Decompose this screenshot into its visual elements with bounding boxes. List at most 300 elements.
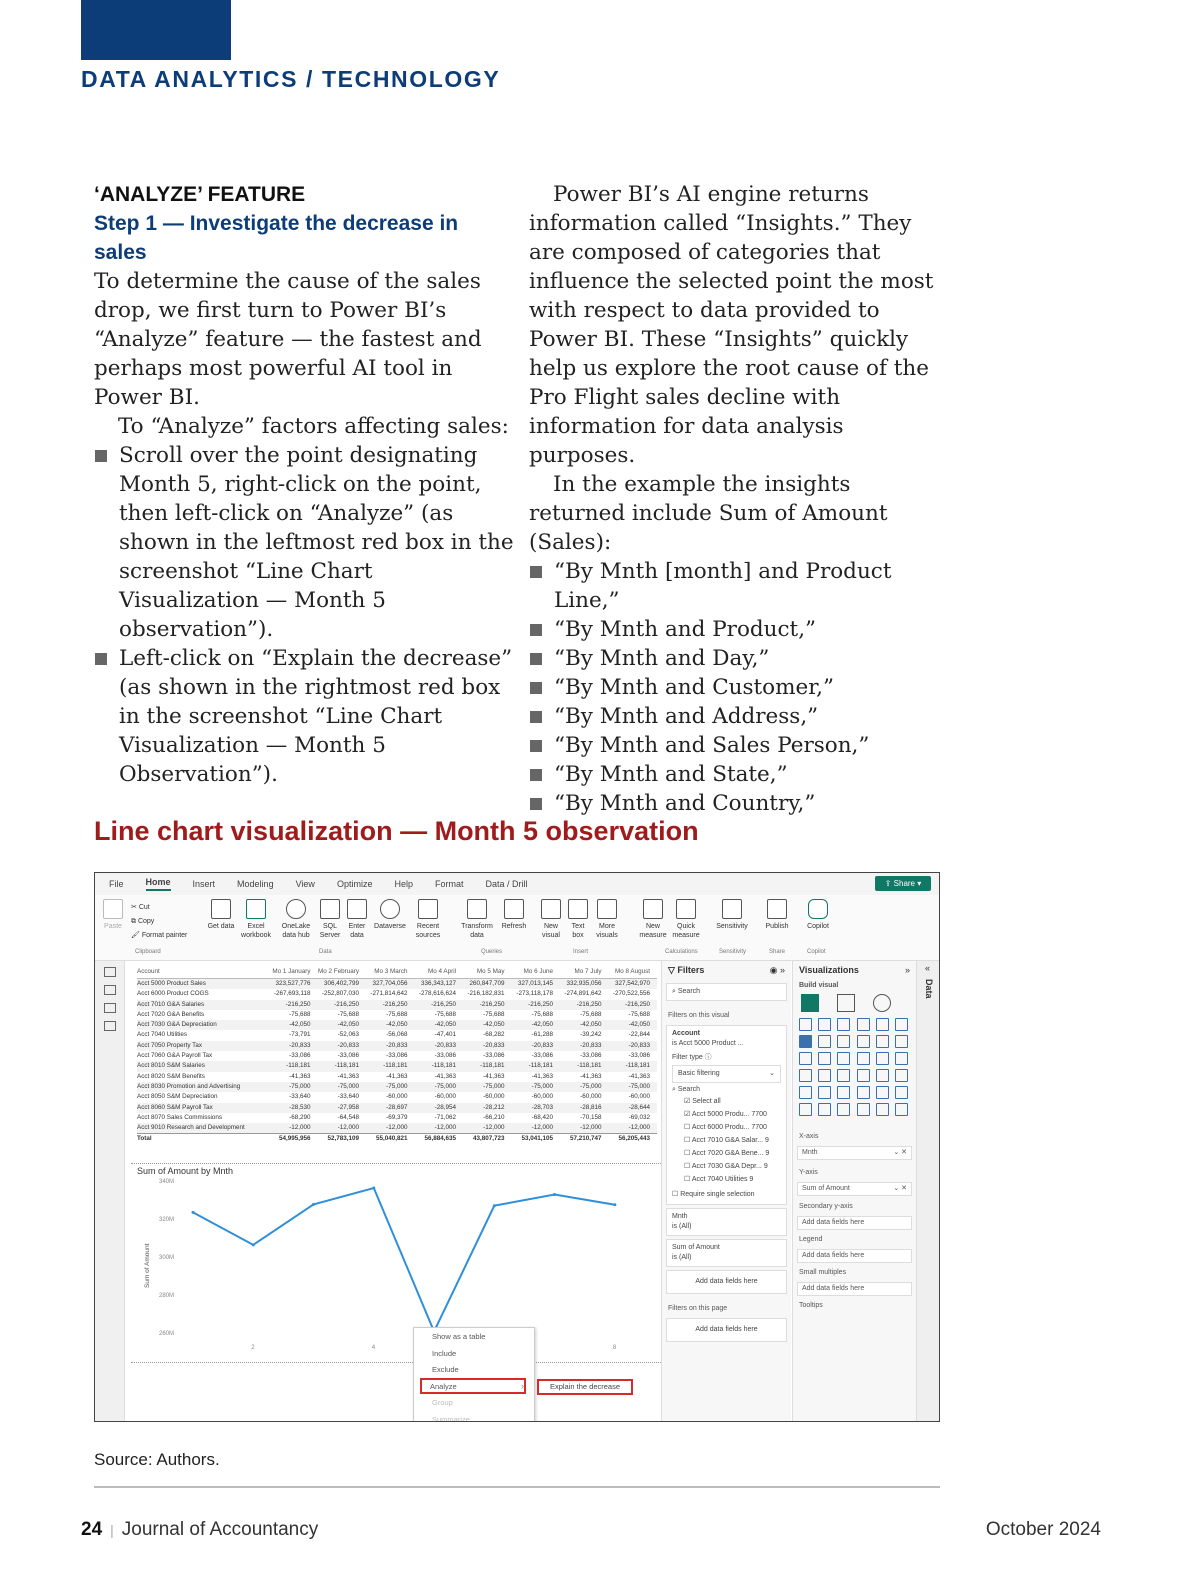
visual-type-icon[interactable] xyxy=(857,1086,870,1099)
table-cell: -75,688 xyxy=(483,1010,505,1018)
menu-data-drill[interactable]: Data / Drill xyxy=(485,879,528,889)
table-cell: Acct 8030 Promotion and Advertising xyxy=(137,1082,241,1090)
table-cell: -69,379 xyxy=(386,1113,408,1121)
table-row xyxy=(137,979,657,989)
table-cell: -12,000 xyxy=(483,1124,505,1132)
table-cell: -75,688 xyxy=(434,1010,456,1018)
visual-type-icon[interactable] xyxy=(837,1052,850,1065)
column-header[interactable]: Mo 5 May xyxy=(476,968,505,975)
cell: 56,884,635 xyxy=(424,1135,456,1143)
table-cell: -118,181 xyxy=(334,1062,359,1070)
table-cell: -20,833 xyxy=(386,1041,408,1049)
remove-icon[interactable]: ⌄ ✕ xyxy=(893,1185,907,1192)
filter-field: Sum of Amount xyxy=(672,1244,720,1251)
visual-type-icon[interactable] xyxy=(837,1103,850,1116)
table-cell: -12,000 xyxy=(386,1124,408,1132)
list-item: “By Mnth and Customer,” xyxy=(529,673,949,702)
table-cell: -66,210 xyxy=(483,1113,505,1121)
table-cell: -75,688 xyxy=(386,1010,408,1018)
list-item: “By Mnth and Country,” xyxy=(529,789,949,818)
table-cell: -75,000 xyxy=(434,1082,456,1090)
collapse-icon[interactable]: » xyxy=(904,965,910,975)
label: New measure xyxy=(639,923,667,939)
build-visual-label: Build visual xyxy=(799,982,839,989)
table-cell: -69,032 xyxy=(628,1113,650,1121)
enter-data-button[interactable] xyxy=(344,899,370,940)
left-column xyxy=(94,180,514,789)
cell: 57,210,747 xyxy=(569,1135,602,1143)
chevron-down-icon: ⌄ xyxy=(769,1070,775,1077)
table-cell: -216,250 xyxy=(479,1000,505,1008)
label: Enter data xyxy=(348,923,366,939)
yaxis-well[interactable] xyxy=(797,1182,912,1196)
table-cell: Acct 8070 Sales Commissions xyxy=(137,1113,223,1121)
column-header[interactable]: Mo 6 June xyxy=(523,968,553,975)
group-label: Copilot xyxy=(807,949,826,955)
table-row xyxy=(137,1092,657,1102)
chart-title: Sum of Amount by Mnth xyxy=(137,1166,234,1176)
visual-type-icon[interactable] xyxy=(876,1018,889,1031)
label: Refresh xyxy=(501,923,527,930)
visual-type-icon[interactable] xyxy=(857,1069,870,1082)
list-item: “By Mnth and Product,” xyxy=(529,615,949,644)
visual-type-icon[interactable] xyxy=(876,1103,889,1116)
visual-type-icon[interactable] xyxy=(818,1103,831,1116)
paragraph: In the example the insights returned include Sum of Amount (Sales): xyxy=(529,472,888,555)
checkbox-item[interactable]: ☐ Acct 6000 Produ... 7700 xyxy=(672,1121,781,1134)
y-axis-label: Sum of Amount xyxy=(144,1243,151,1288)
table-cell: -12,000 xyxy=(434,1124,456,1132)
table-cell: -41,363 xyxy=(628,1072,650,1080)
excel-workbook-button[interactable] xyxy=(238,899,274,940)
collapse-icon[interactable]: ◉ » xyxy=(769,965,785,975)
table-cell: -41,363 xyxy=(531,1072,553,1080)
yaxis-field: Sum of Amount xyxy=(802,1185,850,1192)
table-cell: 323,527,776 xyxy=(275,980,311,987)
table-row xyxy=(137,989,657,999)
table-cell: 327,704,056 xyxy=(372,980,408,987)
table-cell: -60,000 xyxy=(386,1093,408,1101)
table-cell: -28,212 xyxy=(483,1103,505,1111)
visualizations-title xyxy=(793,961,916,979)
matrix-body xyxy=(137,979,657,1133)
table-cell: -41,363 xyxy=(434,1072,456,1080)
view-switcher xyxy=(95,961,125,1422)
menu-item-analyze[interactable]: Analyze xyxy=(420,1378,526,1395)
table-cell: Acct 5000 Product Sales xyxy=(137,980,206,987)
table-cell: -68,282 xyxy=(483,1031,505,1039)
text-box-button[interactable] xyxy=(567,899,589,940)
model-view-icon[interactable] xyxy=(104,1003,116,1013)
table-cell: -118,181 xyxy=(480,1062,505,1070)
new-visual-button[interactable] xyxy=(539,899,563,940)
publish-button[interactable] xyxy=(763,899,791,931)
visual-type-icon[interactable] xyxy=(837,1069,850,1082)
menu-format[interactable]: Format xyxy=(434,879,464,889)
visual-type-icon[interactable] xyxy=(799,1086,812,1099)
filter-type-value: Basic filtering xyxy=(678,1070,720,1077)
y-tick-label: 300M xyxy=(159,1255,175,1261)
table-cell: -75,000 xyxy=(386,1082,408,1090)
table-cell: -270,522,556 xyxy=(612,990,650,998)
quick-measure-icon xyxy=(676,899,696,919)
menu-item-include[interactable]: Include xyxy=(432,1348,457,1358)
filter-field: Account xyxy=(672,1030,700,1037)
cell: 56,205,443 xyxy=(618,1135,650,1143)
table-cell: -33,086 xyxy=(337,1052,359,1060)
y-tick-label: 280M xyxy=(159,1293,175,1299)
column-header[interactable]: Account xyxy=(137,968,160,975)
table-cell: -75,688 xyxy=(628,1010,650,1018)
remove-icon[interactable]: ⌄ ✕ xyxy=(893,1149,907,1156)
table-cell: -12,000 xyxy=(628,1124,650,1132)
label: Excel workbook xyxy=(241,923,271,939)
dataverse-button[interactable] xyxy=(373,899,407,931)
more-visuals-icon xyxy=(597,899,617,919)
table-cell: -42,050 xyxy=(580,1021,602,1029)
new-measure-button[interactable] xyxy=(639,899,667,940)
table-view-icon[interactable] xyxy=(104,985,116,995)
table-cell: -278,616,624 xyxy=(418,990,456,998)
quick-measure-button[interactable] xyxy=(671,899,701,940)
format-painter-button[interactable] xyxy=(131,929,187,943)
visual-type-icon[interactable] xyxy=(818,1086,831,1099)
group-label: Calculations xyxy=(665,949,698,955)
table-cell: -75,000 xyxy=(289,1082,311,1090)
table-cell: -70,158 xyxy=(580,1113,602,1121)
add-fields-page[interactable]: Add data fields here xyxy=(666,1318,787,1342)
table-cell: -28,697 xyxy=(386,1103,408,1111)
checkbox-item[interactable]: ☐ Acct 7020 G&A Bene... 9 xyxy=(672,1147,781,1160)
visual-type-icon[interactable] xyxy=(876,1052,889,1065)
recent-sources-button[interactable] xyxy=(411,899,445,940)
copilot-icon xyxy=(808,899,828,919)
group-label: Sensitivity xyxy=(719,949,747,955)
menu-item-exclude[interactable]: Exclude xyxy=(432,1365,459,1374)
column-header[interactable]: Mo 3 March xyxy=(374,968,408,975)
table-cell: -41,363 xyxy=(386,1072,408,1080)
menu-modeling[interactable]: Modeling xyxy=(237,879,274,889)
group-label: Data xyxy=(319,949,332,955)
column-header[interactable]: Mo 1 January xyxy=(272,968,311,975)
table-row xyxy=(137,1103,657,1113)
visual-type-icon[interactable] xyxy=(876,1086,889,1099)
visual-type-icon[interactable] xyxy=(837,1086,850,1099)
table-cell: -12,000 xyxy=(580,1124,602,1132)
table-cell: -33,086 xyxy=(483,1052,505,1060)
amount-filter-card[interactable] xyxy=(666,1239,787,1267)
context-menu xyxy=(413,1327,535,1422)
expand-icon[interactable]: « xyxy=(925,963,931,973)
table-cell: -118,181 xyxy=(528,1062,553,1070)
x-tick-label: 2 xyxy=(251,1345,255,1351)
table-cell: -33,086 xyxy=(434,1052,456,1060)
list-item: “By Mnth and State,” xyxy=(529,760,949,789)
refresh-icon xyxy=(504,899,524,919)
table-cell: -42,050 xyxy=(289,1021,311,1029)
visual-type-icon[interactable] xyxy=(837,1018,850,1031)
checkbox-select-all[interactable]: ☑ Select all xyxy=(672,1095,781,1108)
sql-icon xyxy=(320,899,340,919)
format-visual-icon[interactable] xyxy=(837,994,855,1012)
report-view-icon[interactable] xyxy=(104,967,116,977)
copy-button[interactable] xyxy=(131,915,187,929)
menu-optimize[interactable]: Optimize xyxy=(336,879,373,889)
excel-icon xyxy=(246,899,266,919)
checkbox-item[interactable]: ☐ Acct 7040 Utilities 9 xyxy=(672,1173,781,1186)
scissors-icon: ✂ xyxy=(131,904,139,911)
data-pane-tab[interactable] xyxy=(916,961,940,1422)
visual-type-icon[interactable] xyxy=(818,1069,831,1082)
visual-type-icon[interactable] xyxy=(799,1018,812,1031)
tooltips-label: Tooltips xyxy=(799,1302,823,1309)
menu-item-show-table[interactable]: Show as a table xyxy=(432,1332,486,1341)
table-cell: -33,640 xyxy=(337,1093,359,1101)
analytics-icon[interactable] xyxy=(873,994,891,1012)
visual-type-icon[interactable] xyxy=(799,1069,812,1082)
sensitivity-button[interactable] xyxy=(713,899,751,931)
table-cell: Acct 7020 G&A Benefits xyxy=(137,1010,205,1018)
sensitivity-icon xyxy=(722,899,742,919)
visual-type-icon[interactable] xyxy=(895,1052,908,1065)
table-cell: -41,363 xyxy=(337,1072,359,1080)
filter-type-text: Filter type xyxy=(672,1054,703,1061)
visualizations-title-text: Visualizations xyxy=(799,965,859,975)
table-cell: -75,688 xyxy=(580,1010,602,1018)
table-row xyxy=(137,1010,657,1020)
dataverse-icon xyxy=(380,899,400,919)
database-icon xyxy=(211,899,231,919)
table-cell: -60,000 xyxy=(580,1093,602,1101)
table-cell: -75,688 xyxy=(289,1010,311,1018)
share-button[interactable]: ⇪ Share ▾ xyxy=(875,876,931,891)
visual-type-icon[interactable] xyxy=(895,1069,908,1082)
issue-date: October 2024 xyxy=(985,1519,1101,1540)
copy-icon: ⧉ xyxy=(131,918,138,925)
column-header[interactable]: Mo 8 August xyxy=(614,968,650,975)
cell: 43,807,723 xyxy=(472,1135,505,1143)
cut-button[interactable] xyxy=(131,901,187,915)
table-cell: -47,401 xyxy=(434,1031,456,1039)
divider: | xyxy=(110,1522,114,1538)
matrix-header xyxy=(137,967,657,979)
secondary-axis-well[interactable]: Add data fields here xyxy=(797,1216,912,1230)
table-cell: -42,050 xyxy=(531,1021,553,1029)
table-cell: -42,050 xyxy=(483,1021,505,1029)
table-cell: Acct 7060 G&A Payroll Tax xyxy=(137,1052,213,1060)
menu-view[interactable]: View xyxy=(295,879,315,889)
filters-title-text: Filters xyxy=(677,965,705,975)
table-cell: -60,000 xyxy=(434,1093,456,1101)
table-cell: -33,086 xyxy=(580,1052,602,1060)
table-row xyxy=(137,1082,657,1092)
table-row xyxy=(137,1041,657,1051)
filter-type-label xyxy=(672,1053,781,1063)
table-cell: 327,542,970 xyxy=(614,980,650,987)
checkbox-item[interactable]: ☑ Acct 5000 Produ... 7700 xyxy=(672,1108,781,1121)
table-cell: -42,050 xyxy=(386,1021,408,1029)
small-multiples-well[interactable]: Add data fields here xyxy=(797,1282,912,1296)
xaxis-well[interactable] xyxy=(797,1146,912,1160)
cut-label: Cut xyxy=(138,904,150,911)
data-point xyxy=(312,1203,315,1206)
visual-type-icon[interactable] xyxy=(895,1086,908,1099)
table-cell: -216,250 xyxy=(625,1000,650,1008)
onelake-button[interactable] xyxy=(277,899,315,940)
footer-left xyxy=(81,1519,318,1541)
figure-source: Source: Authors. xyxy=(94,1450,220,1469)
table-cell: Acct 7030 G&A Depreciation xyxy=(137,1021,217,1029)
visual-type-icon[interactable] xyxy=(818,1052,831,1065)
paragraph: To determine the cause of the sales drop, we first turn to Power BI’s “Analyze” feature — the fastest and perhaps most powerful AI tool in Power BI. xyxy=(94,269,482,410)
table-cell: -216,250 xyxy=(431,1000,456,1008)
table-cell: -75,000 xyxy=(337,1082,359,1090)
checkbox-item[interactable]: ☐ Acct 7010 G&A Salar... 9 xyxy=(672,1134,781,1147)
table-cell: -56,068 xyxy=(386,1031,408,1039)
table-cell: -75,000 xyxy=(628,1082,650,1090)
sql-server-button[interactable] xyxy=(319,899,341,940)
figure-title: Line chart visualization — Month 5 observation xyxy=(94,816,699,846)
visual-type-icon[interactable] xyxy=(857,1052,870,1065)
table-cell: -41,363 xyxy=(289,1072,311,1080)
table-cell: 332,935,056 xyxy=(566,980,602,987)
table-cell: -216,182,831 xyxy=(467,990,505,998)
clipboard-group xyxy=(131,901,187,943)
table-cell: -33,640 xyxy=(289,1093,311,1101)
paste-button[interactable] xyxy=(103,899,123,931)
table-cell: -64,548 xyxy=(337,1113,359,1121)
visual-type-icon[interactable] xyxy=(837,1035,850,1048)
y-tick-label: 260M xyxy=(159,1331,175,1337)
table-cell: Acct 9010 Research and Development xyxy=(137,1124,245,1132)
visual-type-icon[interactable] xyxy=(876,1035,889,1048)
add-fields-visual[interactable]: Add data fields here xyxy=(666,1270,787,1294)
label: Recent sources xyxy=(415,923,441,939)
onelake-icon xyxy=(286,899,306,919)
visual-type-icon[interactable] xyxy=(895,1018,908,1031)
group-label: Queries xyxy=(481,949,503,955)
legend-label: Legend xyxy=(799,1236,823,1243)
label: More visuals xyxy=(596,923,618,939)
table-cell: -41,363 xyxy=(580,1072,602,1080)
table-cell: -60,000 xyxy=(483,1093,505,1101)
label: OneLake data hub xyxy=(281,923,311,939)
table-row xyxy=(137,1113,657,1123)
get-data-button[interactable] xyxy=(207,899,235,931)
filter-type-select[interactable] xyxy=(672,1065,781,1083)
visual-type-icon[interactable] xyxy=(857,1035,870,1048)
table-row xyxy=(137,1030,657,1040)
table-cell: -39,242 xyxy=(580,1031,602,1039)
transform-icon xyxy=(467,899,487,919)
matrix-total-row xyxy=(137,1133,657,1143)
build-visual-icon[interactable] xyxy=(801,994,819,1012)
table-icon xyxy=(347,899,367,919)
explain-decrease-item[interactable]: Explain the decrease xyxy=(537,1379,633,1395)
table-cell: -118,181 xyxy=(625,1062,650,1070)
visual-type-icon[interactable] xyxy=(857,1103,870,1116)
visual-type-icon[interactable] xyxy=(876,1069,889,1082)
filter-value: is Acct 5000 Product ... xyxy=(672,1040,744,1047)
table-cell: Acct 8060 S&M Payroll Tax xyxy=(137,1103,213,1111)
table-cell: Acct 7050 Property Tax xyxy=(137,1041,202,1049)
table-cell: -216,250 xyxy=(576,1000,602,1008)
more-visuals-button[interactable] xyxy=(592,899,622,940)
table-cell: -33,086 xyxy=(531,1052,553,1060)
visual-type-icon[interactable] xyxy=(895,1103,908,1116)
mnth-filter-card[interactable] xyxy=(666,1208,787,1236)
menu-file[interactable]: File xyxy=(109,879,124,889)
table-cell: -20,833 xyxy=(531,1041,553,1049)
visual-type-icon[interactable] xyxy=(895,1035,908,1048)
visual-type-icon[interactable] xyxy=(799,1103,812,1116)
column-header[interactable]: Mo 7 July xyxy=(574,968,602,975)
table-cell: -33,086 xyxy=(628,1052,650,1060)
visual-type-icon[interactable] xyxy=(818,1018,831,1031)
paragraph: To “Analyze” factors affecting sales: xyxy=(118,414,509,439)
table-cell: -118,181 xyxy=(383,1062,408,1070)
list-item: Left-click on “Explain the decrease” (as shown in the rightmost red box in the screenshot “Line Chart Visualization — Month 5 Observation”). xyxy=(94,644,514,789)
table-cell: -22,844 xyxy=(628,1031,650,1039)
group-label: Share xyxy=(769,949,786,955)
visual-type-icon[interactable] xyxy=(799,1035,812,1048)
filters-search[interactable] xyxy=(666,983,787,1001)
table-cell: Acct 7040 Utilities xyxy=(137,1031,188,1039)
table-cell: -118,181 xyxy=(577,1062,602,1070)
y-tick-label: 320M xyxy=(159,1217,175,1223)
bullet-list xyxy=(529,557,949,818)
header-color-block xyxy=(81,0,231,60)
checkbox-item[interactable]: ☐ Acct 7030 G&A Depr... 9 xyxy=(672,1160,781,1173)
transform-data-button[interactable] xyxy=(457,899,497,940)
visual-type-icon[interactable] xyxy=(857,1018,870,1031)
refresh-button[interactable] xyxy=(499,899,529,931)
table-row xyxy=(137,1000,657,1010)
dax-query-icon[interactable] xyxy=(104,1021,116,1031)
paste-label: Paste xyxy=(104,923,122,930)
table-cell: -20,833 xyxy=(628,1041,650,1049)
require-single-checkbox[interactable]: ☐ Require single selection xyxy=(672,1188,781,1201)
yaxis-label: Y-axis xyxy=(799,1169,818,1176)
bar-chart-icon xyxy=(541,899,561,919)
copilot-button[interactable] xyxy=(803,899,833,931)
search-icon: ⌕ xyxy=(672,1086,678,1093)
cell: Total xyxy=(137,1135,152,1143)
table-cell: -12,000 xyxy=(289,1124,311,1132)
list-item: “By Mnth [month] and Product Line,” xyxy=(529,557,949,615)
table-cell: -41,363 xyxy=(483,1072,505,1080)
ribbon xyxy=(95,895,939,961)
table-cell: Acct 7010 G&A Salaries xyxy=(137,1000,205,1008)
list-item: “By Mnth and Sales Person,” xyxy=(529,731,949,760)
filter-search[interactable] xyxy=(672,1085,781,1095)
menu-insert[interactable]: Insert xyxy=(192,879,216,889)
visual-type-icon[interactable] xyxy=(799,1052,812,1065)
legend-well[interactable]: Add data fields here xyxy=(797,1249,912,1263)
step-heading: Step 1 — Investigate the decrease in sales xyxy=(94,212,459,264)
table-cell: -68,290 xyxy=(289,1113,311,1121)
column-header[interactable]: Mo 2 February xyxy=(318,968,359,975)
visual-type-icon[interactable] xyxy=(818,1035,831,1048)
account-filter-card[interactable] xyxy=(666,1025,787,1205)
group-label: Insert xyxy=(573,949,589,955)
table-cell: -42,050 xyxy=(434,1021,456,1029)
column-header[interactable]: Mo 4 April xyxy=(428,968,456,975)
menu-home[interactable]: Home xyxy=(146,877,171,891)
paragraph: Power BI’s AI engine returns information called “Insights.” They are composed of categories that influence the selected point the most with respect to data provided to Power BI. These “Insights” quickly help us explore the root cause of the Pro Flight sales decline with information for data analysis purposes. xyxy=(529,182,934,468)
menu-help[interactable]: Help xyxy=(394,879,413,889)
section-tag: DATA ANALYTICS / TECHNOLOGY xyxy=(81,66,501,92)
